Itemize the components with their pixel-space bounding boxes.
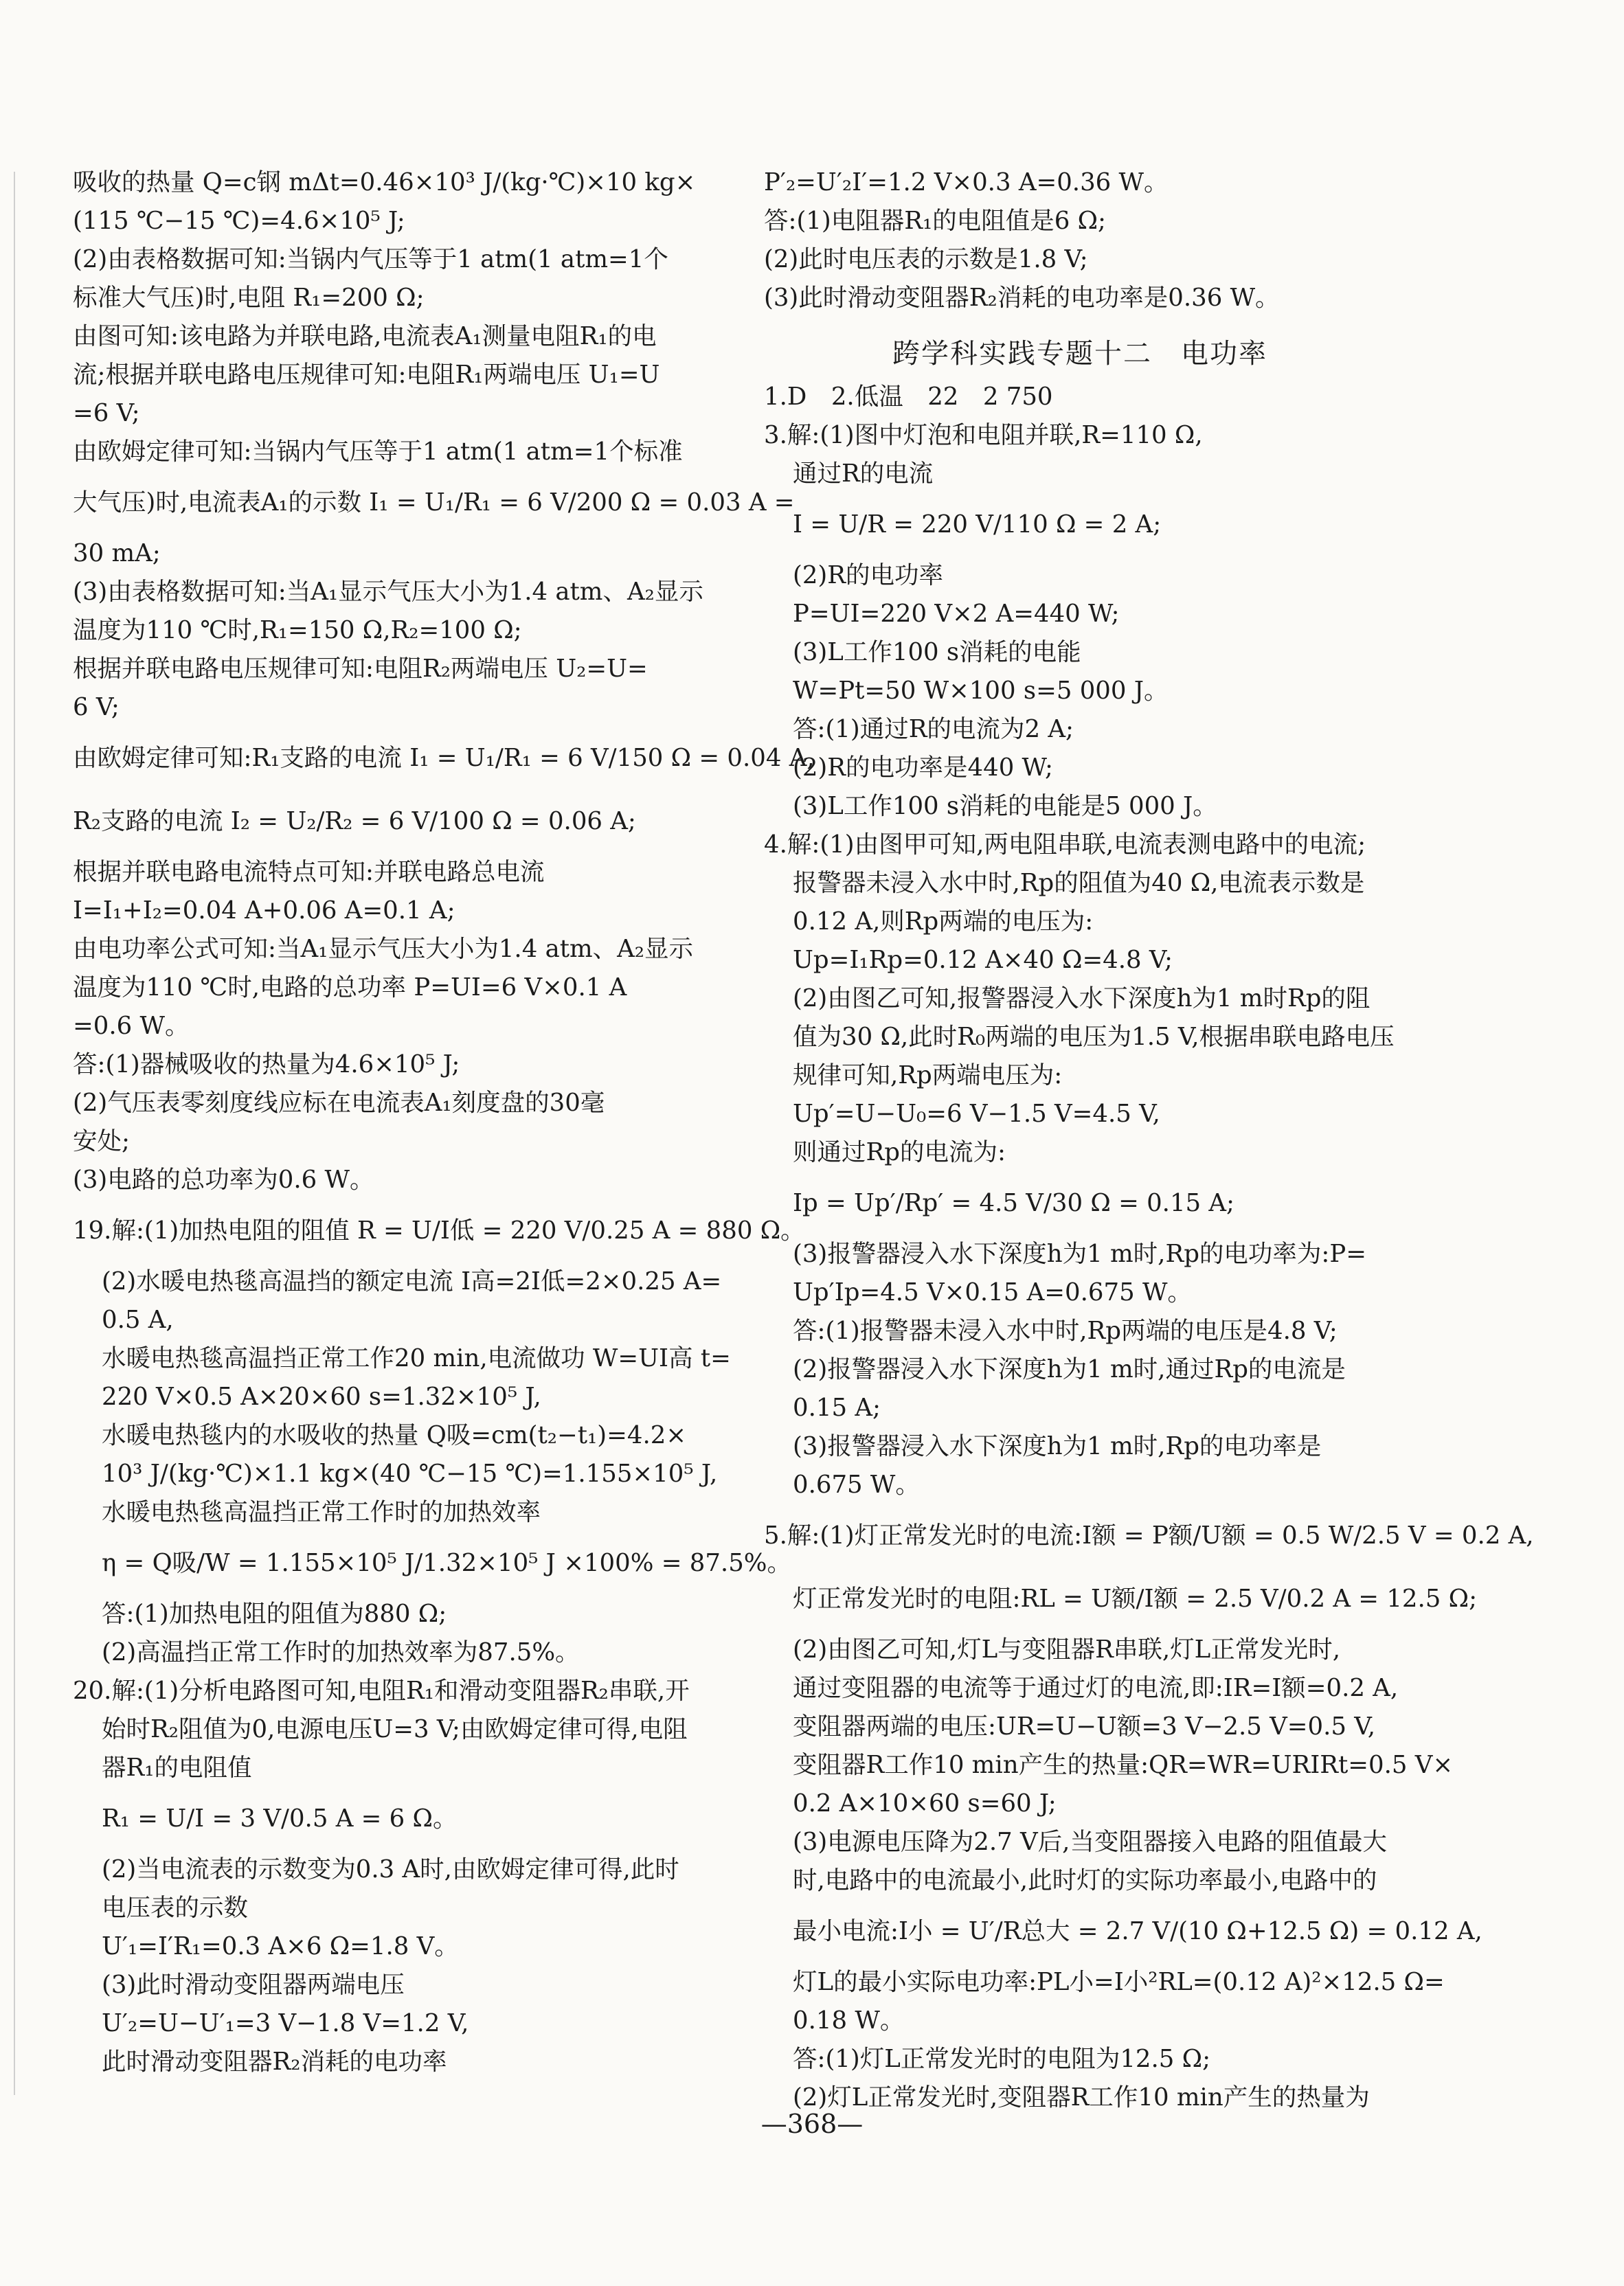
text-line: 由电功率公式可知:当A₁显示气压大小为1.4 atm、A₂显示 bbox=[73, 935, 694, 963]
text-line: 0.18 W。 bbox=[793, 2006, 905, 2035]
text-line: (2)报警器浸入水下深度h为1 m时,通过Rp的电流是 bbox=[793, 1355, 1346, 1383]
text-line: 水暖电热毯内的水吸收的热量 Q吸=cm(t₂−t₁)=4.2× bbox=[102, 1421, 687, 1449]
text-line: U′₁=I′R₁=0.3 A×6 Ω=1.8 V。 bbox=[102, 1932, 459, 1960]
text-line: 大气压)时,电流表A₁的示数 I₁ = U₁/R₁ = 6 V/200 Ω = 0.03 A = bbox=[73, 488, 795, 517]
text-line: 答:(1)电阻器R₁的电阻值是6 Ω; bbox=[764, 207, 1106, 235]
text-line: 温度为110 ℃时,电路的总功率 P=UI=6 V×0.1 A bbox=[73, 973, 627, 1001]
text-line: 灯正常发光时的电阻:RL = U额/I额 = 2.5 V/0.2 A = 12.5 Ω; bbox=[793, 1585, 1478, 1613]
text-line: (3)电源电压降为2.7 V后,当变阻器接入电路的阻值最大 bbox=[793, 1828, 1387, 1856]
text-line: 答:(1)器械吸收的热量为4.6×10⁵ J; bbox=[73, 1050, 460, 1078]
text-line: 0.2 A×10×60 s=60 J; bbox=[793, 1789, 1057, 1818]
text-line: =6 V; bbox=[73, 399, 140, 427]
text-line: 标准大气压)时,电阻 R₁=200 Ω; bbox=[73, 284, 425, 312]
text-line: 温度为110 ℃时,R₁=150 Ω,R₂=100 Ω; bbox=[73, 616, 522, 644]
text-line: 20.解:(1)分析电路图可知,电阻R₁和滑动变阻器R₂串联,开 bbox=[73, 1677, 690, 1705]
text-line: 通过变阻器的电流等于通过灯的电流,即:IR=I额=0.2 A, bbox=[793, 1674, 1399, 1702]
text-line: (3)电路的总功率为0.6 W。 bbox=[73, 1166, 374, 1194]
text-line: Ip = Up′/Rp′ = 4.5 V/30 Ω = 0.15 A; bbox=[793, 1189, 1235, 1217]
text-line: 答:(1)通过R的电流为2 A; bbox=[793, 715, 1074, 743]
text-line: 吸收的热量 Q=c钢 mΔt=0.46×10³ J/(kg·℃)×10 kg× bbox=[73, 168, 696, 196]
right-column bbox=[764, 163, 1534, 2117]
text-line: (3)报警器浸入水下深度h为1 m时,Rp的电功率是 bbox=[793, 1432, 1322, 1460]
text-line: 220 V×0.5 A×20×60 s=1.32×10⁵ J, bbox=[102, 1383, 541, 1411]
text-line: 流;根据并联电路电压规律可知:电阻R₁两端电压 U₁=U bbox=[73, 361, 660, 389]
text-line: 由图可知:该电路为并联电路,电流表A₁测量电阻R₁的电 bbox=[73, 322, 657, 350]
text-line: (3)L工作100 s消耗的电能 bbox=[793, 638, 1081, 666]
text-line: I = U/R = 220 V/110 Ω = 2 A; bbox=[793, 510, 1162, 539]
text-line: R₂支路的电流 I₂ = U₂/R₂ = 6 V/100 Ω = 0.06 A; bbox=[73, 807, 636, 835]
text-line: (3)报警器浸入水下深度h为1 m时,Rp的电功率为:P= bbox=[793, 1240, 1367, 1268]
text-line: 变阻器两端的电压:UR=U−U额=3 V−2.5 V=0.5 V, bbox=[793, 1712, 1376, 1741]
text-line: 变阻器R工作10 min产生的热量:QR=WR=URIRt=0.5 V× bbox=[793, 1751, 1454, 1779]
text-line: 0.5 A, bbox=[102, 1306, 174, 1334]
text-line: (2)灯L正常发光时,变阻器R工作10 min产生的热量为 bbox=[793, 2083, 1370, 2112]
text-line: 由欧姆定律可知:当锅内气压等于1 atm(1 atm=1个标准 bbox=[73, 438, 683, 466]
text-line: Up′Ip=4.5 V×0.15 A=0.675 W。 bbox=[793, 1278, 1192, 1306]
text-line: Up′=U−U₀=6 V−1.5 V=4.5 V, bbox=[793, 1100, 1160, 1128]
text-line: 答:(1)报警器未浸入水中时,Rp两端的电压是4.8 V; bbox=[793, 1317, 1338, 1345]
section-title: 跨学科实践专题十二 电功率 bbox=[892, 338, 1267, 370]
text-line: 最小电流:I小 = U′/R总大 = 2.7 V/(10 Ω+12.5 Ω) = 0.12 A, bbox=[793, 1917, 1482, 1945]
text-line: 则通过Rp的电流为: bbox=[793, 1138, 1006, 1166]
text-line: 根据并联电路电流特点可知:并联电路总电流 bbox=[73, 858, 545, 886]
text-line: 电压表的示数 bbox=[102, 1894, 249, 1922]
text-line: (2)由表格数据可知:当锅内气压等于1 atm(1 atm=1个 bbox=[73, 245, 668, 273]
text-line: (2)高温挡正常工作时的加热效率为87.5%。 bbox=[102, 1638, 580, 1666]
text-line: U′₂=U−U′₁=3 V−1.8 V=1.2 V, bbox=[102, 2009, 469, 2037]
right-column-main bbox=[764, 378, 1534, 2117]
text-line: (2)水暖电热毯高温挡的额定电流 I高=2I低=2×0.25 A= bbox=[102, 1267, 722, 1295]
text-line: 由欧姆定律可知:R₁支路的电流 I₁ = U₁/R₁ = 6 V/150 Ω = 0.04 A, bbox=[73, 744, 815, 772]
text-line: 0.15 A; bbox=[793, 1394, 881, 1422]
text-line: 规律可知,Rp两端电压为: bbox=[793, 1061, 1063, 1089]
text-line: (3)此时滑动变阻器两端电压 bbox=[102, 1971, 405, 1999]
text-line: 6 V; bbox=[73, 693, 120, 721]
left-column bbox=[73, 163, 815, 2081]
text-line: Up=I₁Rp=0.12 A×40 Ω=4.8 V; bbox=[793, 946, 1173, 974]
text-line: η = Q吸/W = 1.155×10⁵ J/1.32×10⁵ J ×100% = 87.5%。 bbox=[102, 1549, 792, 1577]
text-line: 3.解:(1)图中灯泡和电阻并联,R=110 Ω, bbox=[764, 421, 1203, 449]
text-line: 根据并联电路电压规律可知:电阻R₂两端电压 U₂=U= bbox=[73, 655, 648, 683]
text-line: (2)由图乙可知,灯L与变阻器R串联,灯L正常发光时, bbox=[793, 1636, 1341, 1664]
text-line: 安处; bbox=[73, 1127, 130, 1155]
margin-line bbox=[14, 172, 15, 2095]
text-line: (3)L工作100 s消耗的电能是5 000 J。 bbox=[793, 792, 1217, 820]
text-line: 0.12 A,则Rp两端的电压为: bbox=[793, 907, 1094, 936]
text-line: P′₂=U′₂I′=1.2 V×0.3 A=0.36 W。 bbox=[764, 168, 1169, 196]
text-line: (2)气压表零刻度线应标在电流表A₁刻度盘的30毫 bbox=[73, 1089, 605, 1117]
text-line: 通过R的电流 bbox=[793, 460, 934, 488]
text-line: (2)此时电压表的示数是1.8 V; bbox=[764, 245, 1088, 273]
text-line: 值为30 Ω,此时R₀两端的电压为1.5 V,根据串联电路电压 bbox=[793, 1023, 1395, 1051]
text-line: 10³ J/(kg·℃)×1.1 kg×(40 ℃−15 ℃)=1.155×10⁵ J, bbox=[102, 1460, 718, 1488]
page-number: —368— bbox=[760, 2109, 864, 2139]
text-line: 时,电路中的电流最小,此时灯的实际功率最小,电路中的 bbox=[793, 1866, 1377, 1894]
text-line: W=Pt=50 W×100 s=5 000 J。 bbox=[793, 677, 1169, 705]
text-line: R₁ = U/I = 3 V/0.5 A = 6 Ω。 bbox=[102, 1804, 458, 1833]
right-column-top bbox=[764, 163, 1396, 317]
text-line: (3)此时滑动变阻器R₂消耗的电功率是0.36 W。 bbox=[764, 284, 1280, 312]
text-line: I=I₁+I₂=0.04 A+0.06 A=0.1 A; bbox=[73, 896, 455, 925]
text-line: 灯L的最小实际电功率:PL小=I小²RL=(0.12 A)²×12.5 Ω= bbox=[793, 1968, 1445, 1996]
text-line: (2)由图乙可知,报警器浸入水下深度h为1 m时Rp的阻 bbox=[793, 984, 1371, 1012]
text-line: (115 ℃−15 ℃)=4.6×10⁵ J; bbox=[73, 207, 405, 235]
text-line: (2)R的电功率是440 W; bbox=[793, 754, 1053, 782]
text-line: 30 mA; bbox=[73, 539, 161, 567]
text-line: 5.解:(1)灯正常发光时的电流:I额 = P额/U额 = 0.5 W/2.5 V = 0.2 A, bbox=[764, 1521, 1534, 1550]
text-line: 水暖电热毯高温挡正常工作20 min,电流做功 W=UI高 t= bbox=[102, 1344, 731, 1372]
text-line: 答:(1)灯L正常发光时的电阻为12.5 Ω; bbox=[793, 2045, 1211, 2073]
text-line: =0.6 W。 bbox=[73, 1012, 190, 1040]
text-line: 水暖电热毯高温挡正常工作时的加热效率 bbox=[102, 1498, 541, 1526]
text-line: 4.解:(1)由图甲可知,两电阻串联,电流表测电路中的电流; bbox=[764, 830, 1366, 859]
text-line: 器R₁的电阻值 bbox=[102, 1754, 252, 1782]
text-line: (2)R的电功率 bbox=[793, 561, 944, 589]
text-line: 此时滑动变阻器R₂消耗的电功率 bbox=[102, 2048, 447, 2076]
text-line: P=UI=220 V×2 A=440 W; bbox=[793, 600, 1120, 628]
text-line: 1.D 2.低温 22 2 750 bbox=[764, 383, 1053, 411]
text-line: 始时R₂阻值为0,电源电压U=3 V;由欧姆定律可得,电阻 bbox=[102, 1715, 688, 1743]
text-line: 答:(1)加热电阻的阻值为880 Ω; bbox=[102, 1600, 447, 1628]
text-line: 19.解:(1)加热电阻的阻值 R = U/I低 = 220 V/0.25 A = 880 Ω。 bbox=[73, 1216, 805, 1245]
text-line: (2)当电流表的示数变为0.3 A时,由欧姆定律可得,此时 bbox=[102, 1855, 679, 1883]
text-line: 0.675 W。 bbox=[793, 1471, 920, 1499]
text-line: (3)由表格数据可知:当A₁显示气压大小为1.4 atm、A₂显示 bbox=[73, 578, 703, 606]
text-line: 报警器未浸入水中时,Rp的阻值为40 Ω,电流表示数是 bbox=[793, 869, 1365, 897]
